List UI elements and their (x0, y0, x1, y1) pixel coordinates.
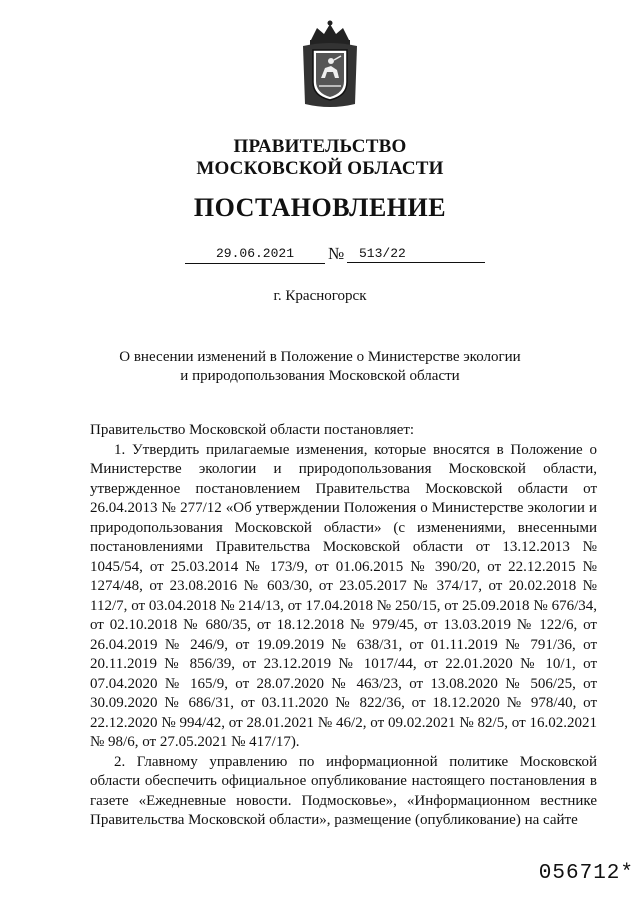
document-title (0, 348, 640, 386)
number-sign: № (328, 244, 345, 263)
document-body (90, 421, 597, 831)
serial-number: 056712* (538, 862, 634, 885)
coat-of-arms-icon (297, 20, 363, 108)
city: г. Красногорск (273, 288, 367, 304)
document-type: ПОСТАНОВЛЕНИЕ (193, 193, 447, 222)
org-name-line1: ПРАВИТЕЛЬСТВО (233, 136, 407, 157)
preamble: Правительство Московской области постановляет: (90, 422, 415, 438)
item-2: 2. Главному управлению по информационной политике Московской области обеспечить официальное опубликование настоящего постановления в газете «Ежедневные новости. Подмосковье», «Информационном вестнике Правительства Московской области», размещение (опубликование) на сайте (90, 753, 597, 828)
document-number: 513/22 (347, 246, 485, 263)
title-line2: и природопользования Московской области (180, 368, 460, 384)
title-line1: О внесении изменений в Положение о Министерстве экологии (119, 349, 521, 365)
item-1: 1. Утвердить прилагаемые изменения, которые вносятся в Положение о Министерстве экологии и природопользования Московской области, утвержденное постановлением Правительства Московской области от 26.04.2013 № 277/12 «Об утверждении Положения о Министерстве экологии и природопользования Московской области» (с изменениями, внесенными постановлениями Правительства Московской области от 13.12.2013 № 1045/54, от 25.03.2014 № 173/9, от 01.06.2015 № 390/20, от 22.12.2015 № 1274/48, от 23.08.2016 № 603/30, от 23.05.2017 № 374/17, от 20.02.2018 № 112/7, от 03.04.2018 № 214/13, от 17.04.2018 № 250/15, от 25.09.2018 № 676/34, от 02.10.2018 № 680/35, от 18.12.2018 № 979/45, от 13.03.2019 № 122/6, от 26.04.2019 № 246/9, от 19.09.2019 № 638/31, от 01.11.2019 № 791/36, от 20.11.2019 № 856/39, от 23.12.2019 № 1017/44, от 22.01.2020 № 10/1, от 07.04.2020 № 165/9, от 28.07.2020 № 463/23, от 13.08.2020 № 506/25, от 30.09.2020 № 686/31, от 03.11.2020 № 822/36, от 18.12.2020 № 978/40, от 22.12.2020 № 994/42, от 28.01.2021 № 46/2, от 09.02.2021 № 82/5, от 16.02.2021 № 98/6, от 27.05.2021 № 417/17). (90, 441, 597, 750)
document-date: 29.06.2021 (185, 246, 325, 264)
org-name-line2: МОСКОВСКОЙ ОБЛАСТИ (196, 158, 444, 179)
